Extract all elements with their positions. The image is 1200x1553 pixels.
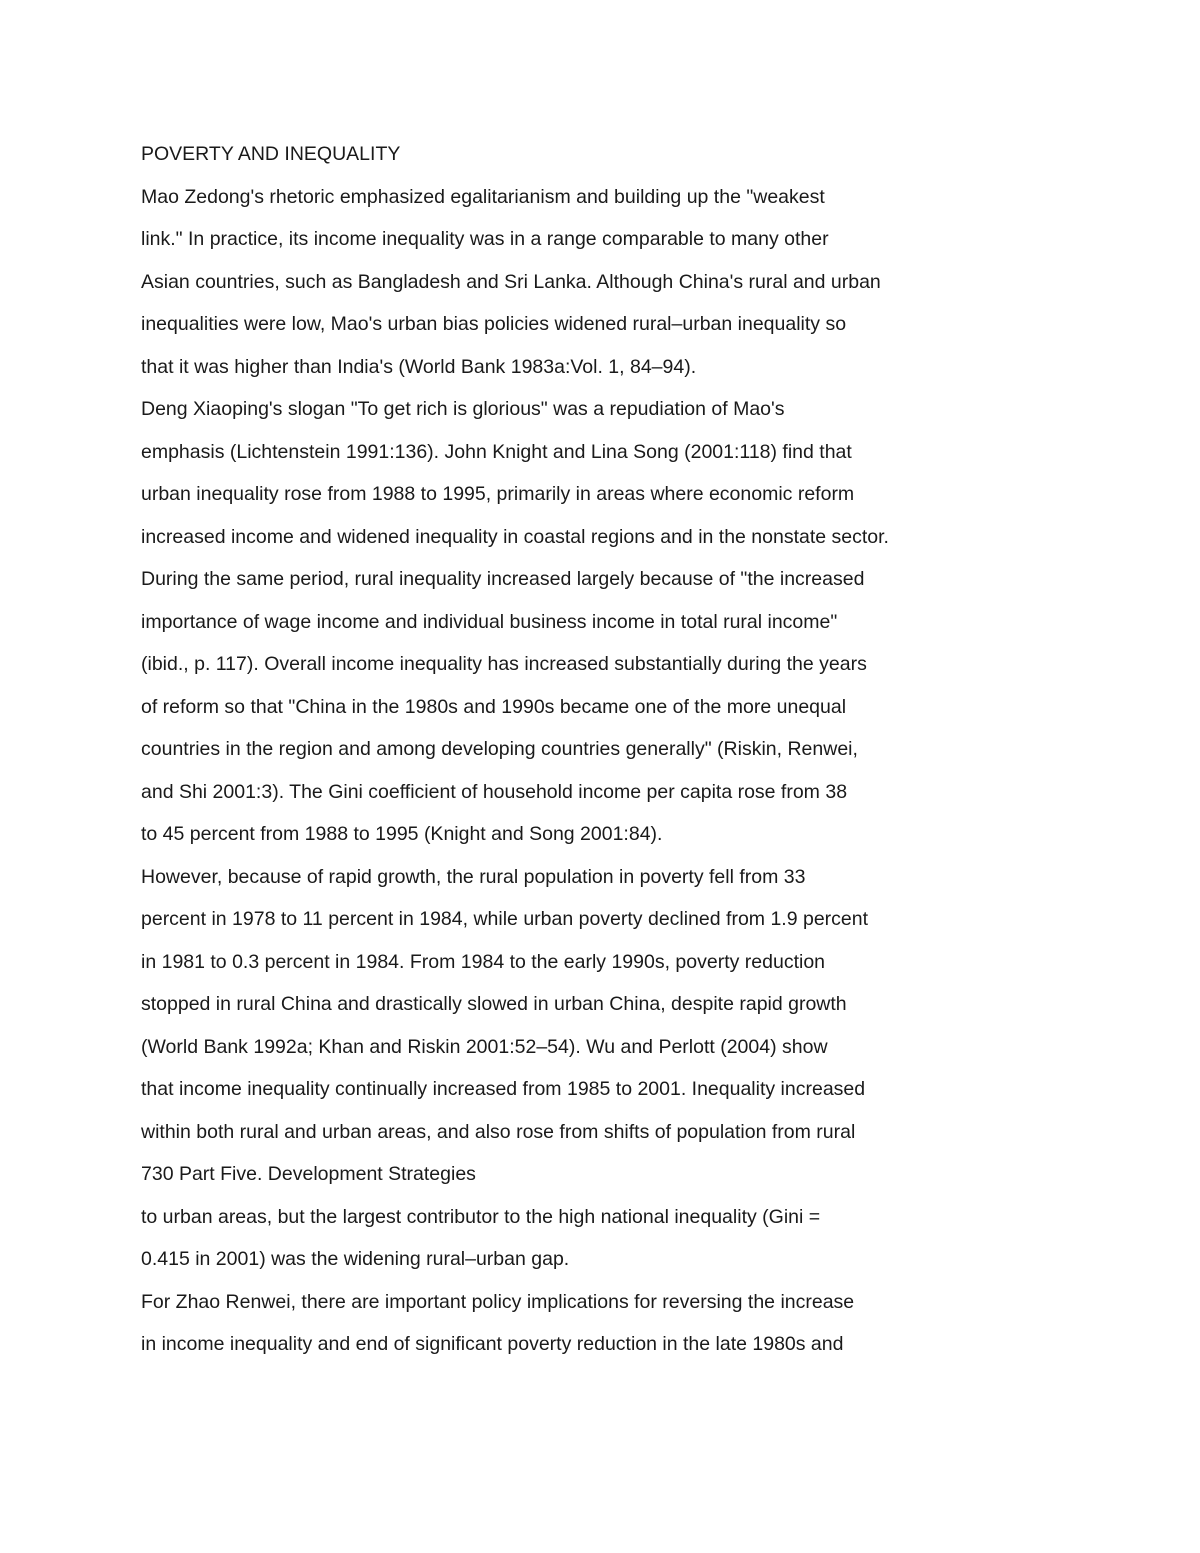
text-line: in income inequality and end of significant poverty reduction in the late 1980s and [141, 1333, 844, 1355]
text-line: Mao Zedong's rhetoric emphasized egalitarianism and building up the "weakest [141, 185, 825, 208]
text-line: to 45 percent from 1988 to 1995 (Knight and Song 2001:84). [141, 823, 663, 845]
text-line: in 1981 to 0.3 percent in 1984. From 1984 to the early 1990s, poverty reduction [141, 950, 826, 973]
text-line: countries in the region and among developing countries generally" (Riskin, Renwei, [141, 738, 858, 760]
text-line: emphasis (Lichtenstein 1991:136). John Knight and Lina Song (2001:118) find that [141, 440, 852, 463]
page-reference-line: 730 Part Five. Development Strategies [141, 1163, 476, 1185]
section-heading: POVERTY AND INEQUALITY [141, 143, 401, 165]
text-line: of reform so that "China in the 1980s and 1990s became one of the more unequal [141, 695, 847, 718]
text-line: that it was higher than India's (World Bank 1983a:Vol. 1, 84–94). [141, 355, 697, 378]
text-line: that income inequality continually increased from 1985 to 2001. Inequality increased [141, 1078, 866, 1100]
text-line: (World Bank 1992a; Khan and Riskin 2001:52–54). Wu and Perlott (2004) show [141, 1035, 828, 1058]
text-line: However, because of rapid growth, the rural population in poverty fell from 33 [141, 865, 806, 888]
text-line: within both rural and urban areas, and also rose from shifts of population from rural [141, 1120, 856, 1143]
text-line: 0.415 in 2001) was the widening rural–urban gap. [141, 1248, 570, 1270]
text-line: During the same period, rural inequality increased largely because of "the increased [141, 568, 865, 590]
text-line: stopped in rural China and drastically slowed in urban China, despite rapid growth [141, 993, 847, 1015]
text-line: (ibid., p. 117). Overall income inequality has increased substantially during the years [141, 653, 867, 675]
text-line: urban inequality rose from 1988 to 1995, primarily in areas where economic reform [141, 483, 855, 505]
text-line: Deng Xiaoping's slogan "To get rich is glorious" was a repudiation of Mao's [141, 398, 785, 420]
text-line: For Zhao Renwei, there are important policy implications for reversing the increase [141, 1290, 855, 1313]
text-line: increased income and widened inequality in coastal regions and in the nonstate sector. [141, 525, 889, 548]
text-line: percent in 1978 to 11 percent in 1984, while urban poverty declined from 1.9 percent [141, 908, 869, 930]
text-line: Asian countries, such as Bangladesh and Sri Lanka. Although China's rural and urban [141, 270, 881, 293]
text-line: link." In practice, its income inequality was in a range comparable to many other [141, 228, 829, 250]
text-line: and Shi 2001:3). The Gini coefficient of household income per capita rose from 38 [141, 780, 848, 803]
text-line: to urban areas, but the largest contributor to the high national inequality (Gini = [141, 1205, 821, 1228]
text-line: importance of wage income and individual business income in total rural income" [141, 610, 838, 633]
document-body [141, 133, 1041, 1366]
text-line: inequalities were low, Mao's urban bias policies widened rural–urban inequality so [141, 313, 847, 335]
